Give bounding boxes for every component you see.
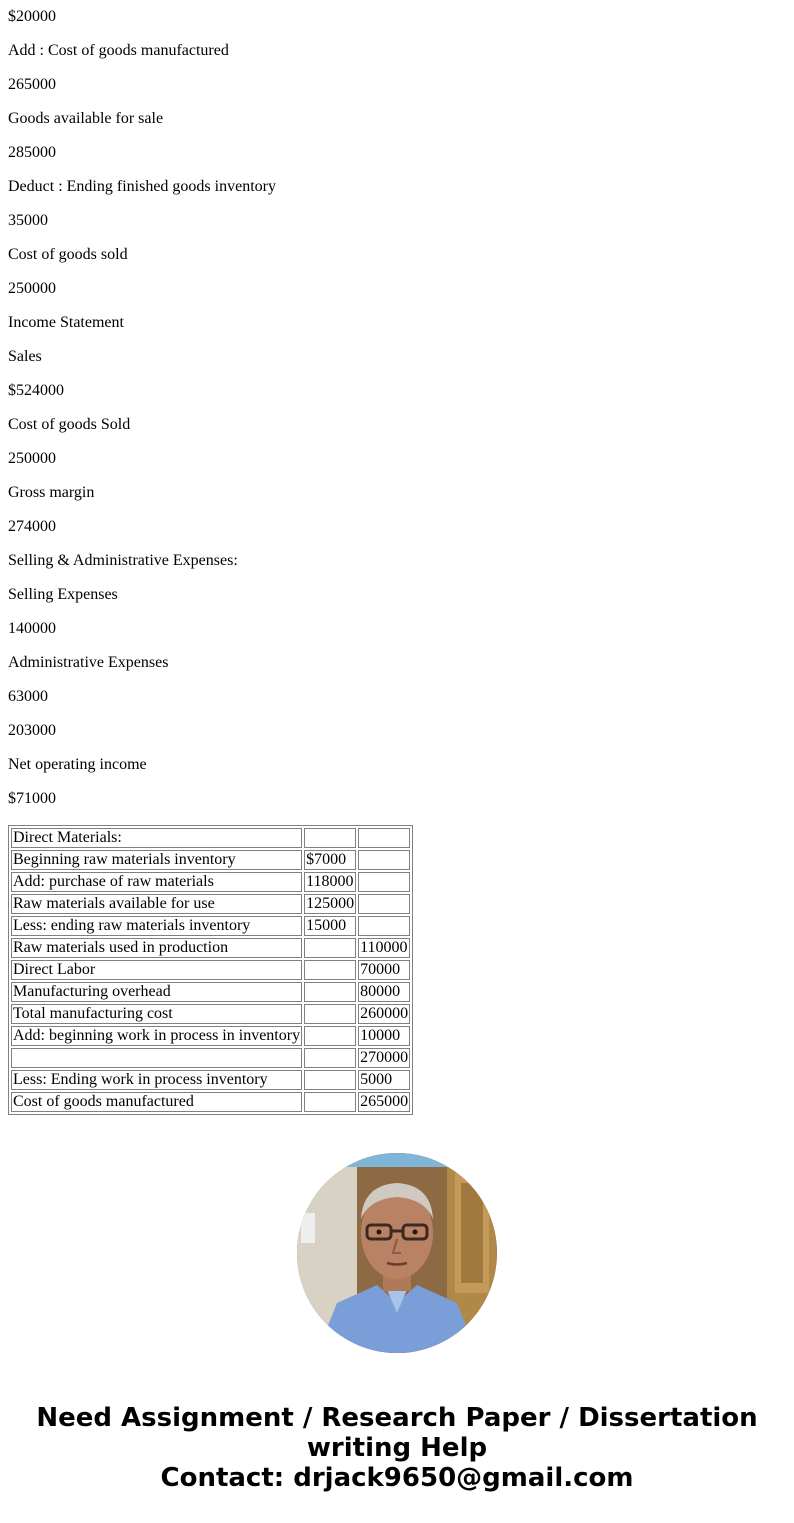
table-row (11, 894, 410, 914)
table-row (11, 850, 410, 870)
table-cell-value (304, 1026, 356, 1046)
table-cell-total: 265000 (360, 1093, 409, 1110)
table-cell-label: Total manufacturing cost (11, 1004, 302, 1024)
table-cell-value (304, 960, 356, 980)
table-cell-value (304, 1092, 356, 1112)
statement-line: Sales (8, 348, 42, 365)
statement-line: Administrative Expenses (8, 654, 169, 671)
table-cell-total (358, 828, 410, 848)
table-cell-total (358, 850, 410, 870)
table-cell-value: 125000 (306, 895, 355, 912)
statement-line: 140000 (8, 620, 56, 637)
table-cell-total: 10000 (358, 1026, 410, 1046)
statement-line: 274000 (8, 518, 56, 535)
table-cell-label: Cost of goods manufactured (11, 1092, 302, 1112)
table-cell-total (358, 916, 410, 936)
cost-of-goods-manufactured-table (8, 825, 413, 1115)
table-cell-total: 270000 (360, 1049, 409, 1066)
table-row (11, 828, 410, 848)
table-row (11, 938, 410, 958)
table-row (11, 1092, 410, 1112)
statement-line: 285000 (8, 144, 56, 161)
table-row (11, 1004, 410, 1024)
statement-text (8, 0, 786, 816)
table-cell-value: 15000 (304, 916, 356, 936)
table-cell-label: Direct Labor (11, 960, 302, 980)
table-cell-total (358, 872, 410, 892)
table-cell-label: Raw materials used in production (11, 938, 302, 958)
statement-line: $524000 (8, 382, 64, 399)
table-cell-label: Less: Ending work in process inventory (11, 1070, 302, 1090)
table-cell-total: 110000 (358, 938, 410, 958)
table-cell-value: $7000 (304, 850, 356, 870)
statement-line: 203000 (8, 722, 56, 739)
table-row (11, 872, 410, 892)
table-cell-total: 80000 (358, 982, 410, 1002)
author-avatar (297, 1153, 497, 1353)
table-cell-value (304, 1004, 356, 1024)
statement-line: 63000 (8, 688, 48, 705)
table-cell-total (358, 894, 410, 914)
promo-line: writing Help (306, 1433, 488, 1463)
table-cell-label: Add: beginning work in process in inventory (13, 1027, 301, 1044)
statement-line: 265000 (8, 76, 56, 93)
table-cell-label: Manufacturing overhead (11, 982, 302, 1002)
table-cell-value (304, 982, 356, 1002)
statement-line: Goods available for sale (8, 110, 164, 127)
table-row (11, 960, 410, 980)
table-row (11, 1048, 410, 1068)
promo-contact: Contact: drjack9650@gmail.com (160, 1463, 634, 1493)
statement-line: 250000 (8, 280, 56, 297)
statement-line: Net operating income (8, 756, 147, 773)
table-row (11, 982, 410, 1002)
statement-line: Add : Cost of goods manufactured (8, 42, 229, 59)
table-cell-label: Beginning raw materials inventory (11, 850, 302, 870)
author-portrait-image (297, 1153, 497, 1353)
table-cell-total: 70000 (358, 960, 410, 980)
statement-line: 35000 (8, 212, 48, 229)
statement-line: Gross margin (8, 484, 95, 501)
statement-line: Selling Expenses (8, 586, 118, 603)
income-statement-heading: Income Statement (8, 314, 124, 331)
table-cell-total: 5000 (358, 1070, 410, 1090)
table-cell-label: Direct Materials: (11, 828, 302, 848)
promo-banner (0, 1403, 794, 1493)
statement-line: Cost of goods Sold (8, 416, 131, 433)
table-cell-label: Less: ending raw materials inventory (11, 916, 302, 936)
statement-line: $71000 (8, 790, 56, 807)
table-cell-value (304, 828, 356, 848)
table-cell-value: 118000 (304, 872, 356, 892)
table-cell-label: Add: purchase of raw materials (11, 872, 302, 892)
table-cell-value (304, 1048, 356, 1068)
statement-line: Selling & Administrative Expenses: (8, 552, 238, 569)
statement-line: 250000 (8, 450, 56, 467)
statement-line: Cost of goods sold (8, 246, 128, 263)
statement-line: $20000 (8, 8, 56, 25)
statement-line: Deduct : Ending finished goods inventory (8, 178, 276, 195)
table-row (11, 916, 410, 936)
table-cell-label (11, 1048, 302, 1068)
table-cell-value (304, 938, 356, 958)
promo-line: Need Assignment / Research Paper / Dissertation (36, 1403, 758, 1433)
table-row (11, 1070, 410, 1090)
table-cell-label: Raw materials available for use (11, 894, 302, 914)
table-row (11, 1026, 410, 1046)
table-cell-value (304, 1070, 356, 1090)
table-cell-total: 260000 (360, 1005, 409, 1022)
